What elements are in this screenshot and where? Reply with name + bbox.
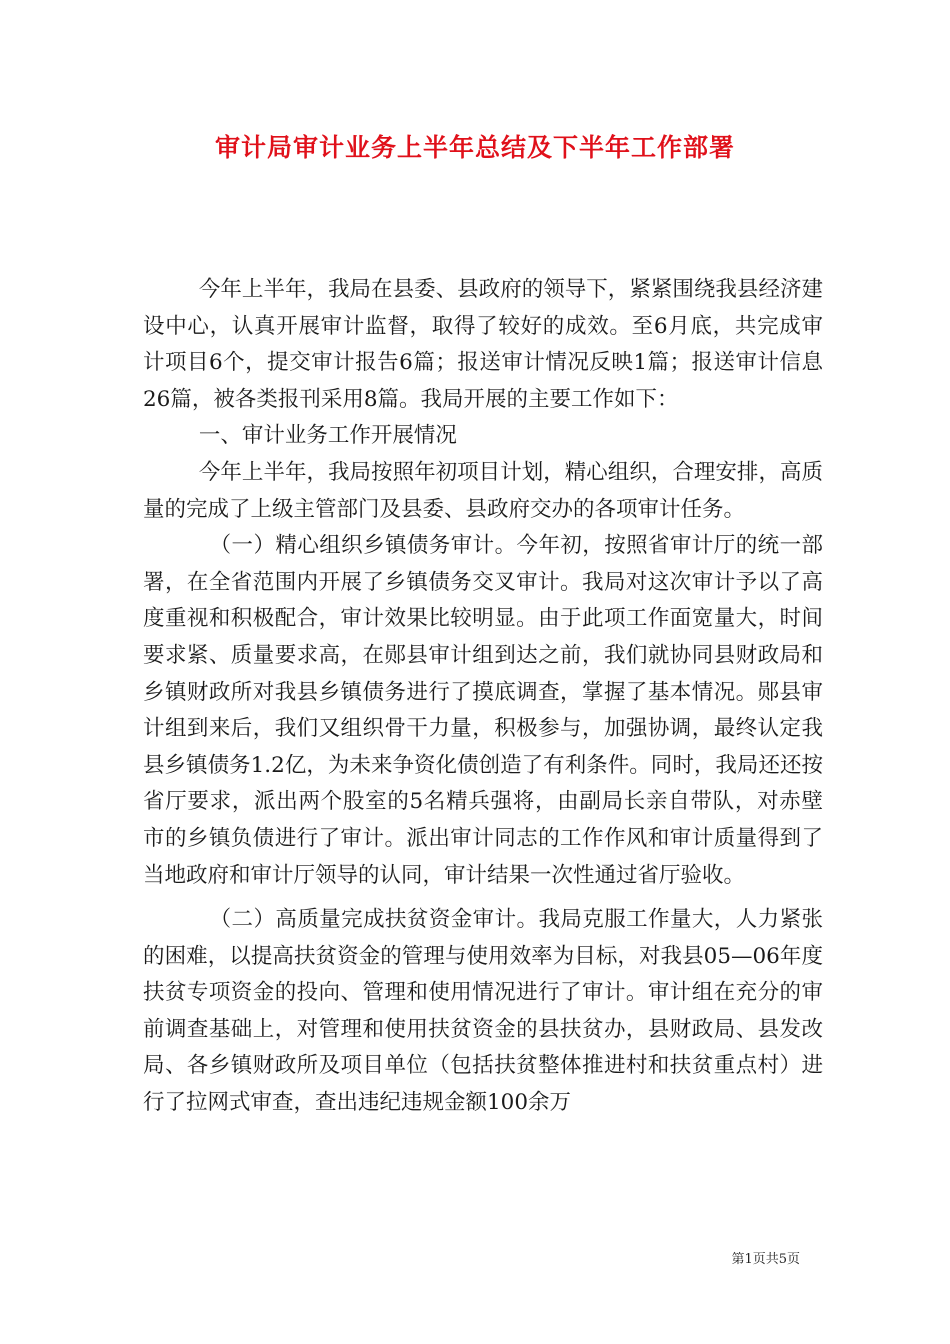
document-body [143,272,823,1122]
page-number: 第1页共5页 [731,1252,800,1267]
document-title: 审计局审计业务上半年总结及下半年工作部署 [214,133,735,162]
section-heading: 一、审计业务工作开展情况 [198,423,457,449]
paragraph-debt-audit: （一）精心组织乡镇债务审计。今年初，按照省审计厅的统一部署，在全省范围内开展了乡镇债务交叉审计。我局对这次审计予以了高度重视和积极配合，审计效果比较明显。由于此项工作面宽量大，时间要求紧、质量要求高，在郧县审计组到达之前，我们就协同县财政局和乡镇财政所对我县乡镇债务进行了摸底调查，掌握了基本情况。郧县审计组到来后，我们又组织骨干力量，积极参与，加强协调，最终认定我县乡镇债务1.2亿，为未来争资化债创造了有利条件。同时，我局还还按省厅要求，派出两个股室的5名精兵强将，由副局长亲自带队，对赤壁市的乡镇负债进行了审计。派出审计同志的工作作风和审计质量得到了当地政府和审计厅领导的认同，审计结果一次性通过省厅验收。 [143,533,823,888]
paragraph-poverty-audit: （二）高质量完成扶贫资金审计。我局克服工作量大，人力紧张的困难，以提高扶贫资金的管理与使用效率为目标，对我县05—06年度扶贫专项资金的投向、管理和使用情况进行了审计。审计组在充分的审前调查基础上，对管理和使用扶贫资金的县扶贫办，县财政局、县发改局、各乡镇财政所及项目单位（包括扶贫整体推进村和扶贫重点村）进行了拉网式审查，查出违纪违规金额100余万 [143,907,823,1116]
paragraph-intro: 今年上半年，我局在县委、县政府的领导下，紧紧围绕我县经济建设中心，认真开展审计监督，取得了较好的成效。至6月底，共完成审计项目6个，提交审计报告6篇；报送审计情况反映1篇；报送审计信息26篇，被各类报刊采用8篇。我局开展的主要工作如下： [143,277,823,412]
paragraph-section-intro: 今年上半年，我局按照年初项目计划，精心组织，合理安排，高质量的完成了上级主管部门及县委、县政府交办的各项审计任务。 [143,459,823,522]
